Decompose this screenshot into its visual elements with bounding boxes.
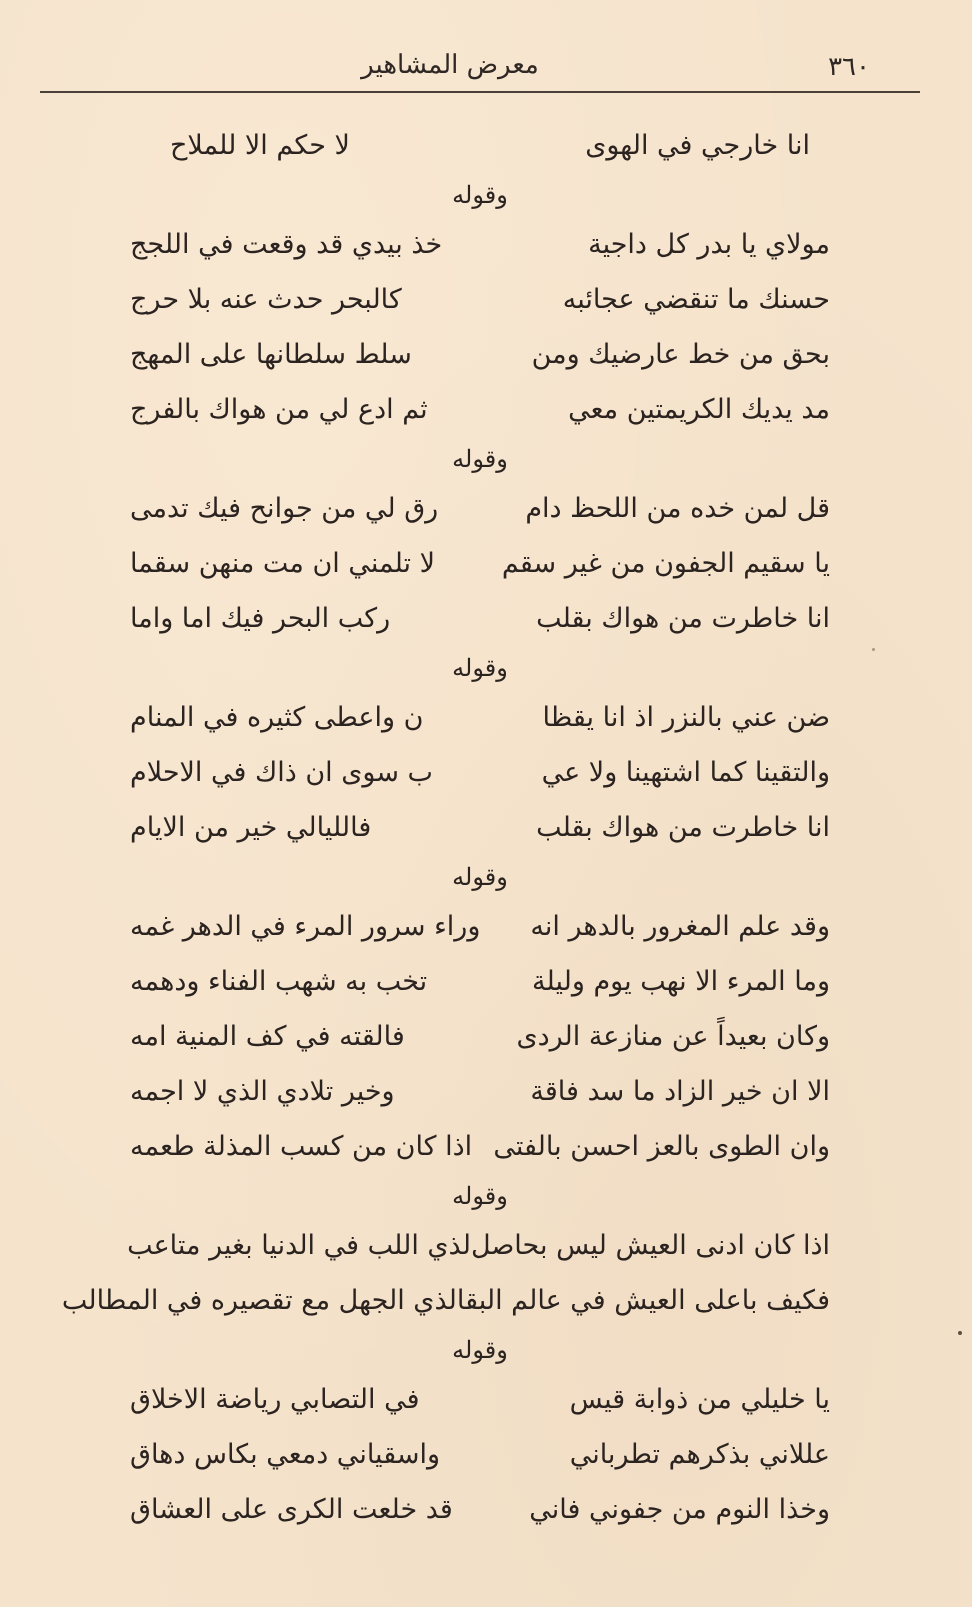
hemistich-second: لذي اللب في الدنيا بغير متاعب	[127, 1230, 471, 1261]
hemistich-second: وراء سرور المرء في الدهر غمه	[130, 911, 481, 942]
poem-heading: وقوله	[452, 181, 508, 209]
paper-speck	[872, 648, 875, 651]
poem-heading: وقوله	[452, 654, 508, 682]
verse-line	[130, 745, 830, 800]
hemistich-first: حسنك ما تنقضي عجائبه	[562, 284, 830, 315]
hemistich-second: لذي الجهل مع تقصيره في المطالب	[61, 1285, 457, 1316]
hemistich-second: تخب به شهب الفناء ودهمه	[130, 966, 428, 997]
hemistich-second: سلط سلطانها على المهج	[130, 339, 412, 370]
running-head	[40, 44, 920, 90]
page-number: ٣٦٠	[828, 52, 870, 82]
hemistich-first: ضن عني بالنزر اذ انا يقظا	[542, 702, 830, 733]
verse-line	[127, 1218, 830, 1273]
hemistich-first: مد يديك الكريمتين معي	[568, 394, 830, 425]
verse-line	[130, 327, 830, 382]
verse-line	[130, 382, 830, 437]
hemistich-first: والتقينا كما اشتهينا ولا عي	[541, 757, 830, 788]
verse-line	[130, 272, 830, 327]
hemistich-second: فالليالي خير من الايام	[130, 812, 372, 843]
hemistich-second: في التصابي رياضة الاخلاق	[130, 1384, 420, 1415]
hemistich-second: اذا كان من كسب المذلة طعمه	[130, 1131, 473, 1162]
hemistich-second: لا حكم الا للملاح	[170, 130, 350, 161]
hemistich-first: انا خاطرت من هواك بقلب	[536, 603, 830, 634]
hemistich-second: ن واعطى كثيره في المنام	[130, 702, 424, 733]
hemistich-second: رق لي من جوانح فيك تدمى	[130, 493, 439, 524]
hemistich-second: فالقته في كف المنية امه	[130, 1021, 405, 1052]
hemistich-second: واسقياني دمعي بكاس دهاق	[130, 1439, 441, 1470]
hemistich-second: ثم ادع لي من هواك بالفرج	[130, 394, 428, 425]
poem-heading: وقوله	[452, 1336, 508, 1364]
hemistich-first: فكيف باعلى العيش في عالم البقا	[456, 1285, 830, 1316]
hemistich-second: ركب البحر فيك اما واما	[130, 603, 391, 634]
hemistich-first: وان الطوى بالعز احسن بالفتى	[493, 1131, 830, 1162]
hemistich-first: وما المرء الا نهب يوم وليلة	[532, 966, 830, 997]
hemistich-second: قد خلعت الكرى على العشاق	[130, 1494, 453, 1525]
hemistich-first: عللاني بذكرهم تطرباني	[569, 1439, 830, 1470]
hemistich-first: يا خليلي من ذوابة قيس	[569, 1384, 830, 1415]
hemistich-first: الا ان خير الزاد ما سد فاقة	[530, 1076, 830, 1107]
verse-line	[130, 1427, 830, 1482]
hemistich-first: مولاي يا بدر كل داجية	[588, 229, 830, 260]
verse-line	[130, 481, 830, 536]
verse-line	[130, 800, 830, 855]
verse-line	[130, 899, 830, 954]
hemistich-second: خذ بيدي قد وقعت في اللجج	[130, 229, 443, 260]
hemistich-first: وخذا النوم من جفوني فاني	[529, 1494, 830, 1525]
hemistich-first: انا خاطرت من هواك بقلب	[536, 812, 830, 843]
hemistich-first: انا خارجي في الهوى	[585, 130, 810, 161]
verse-line	[130, 1119, 830, 1174]
paper-speck	[958, 1331, 962, 1335]
hemistich-first: بحق من خط عارضيك ومن	[531, 339, 830, 370]
verse-line	[130, 118, 830, 173]
poem-heading: وقوله	[452, 445, 508, 473]
poem-heading: وقوله	[452, 1182, 508, 1210]
verse-line	[130, 1482, 830, 1537]
verse-line	[130, 217, 830, 272]
hemistich-first: يا سقيم الجفون من غير سقم	[501, 548, 830, 579]
hemistich-second: وخير تلادي الذي لا اجمه	[130, 1076, 395, 1107]
poem-heading: وقوله	[452, 863, 508, 891]
hemistich-first: اذا كان ادنى العيش ليس بحاصل	[470, 1230, 830, 1261]
verse-line	[130, 1064, 830, 1119]
verse-line	[130, 954, 830, 1009]
verse-line	[130, 536, 830, 591]
verse-line	[130, 591, 830, 646]
hemistich-first: قل لمن خده من اللحظ دام	[525, 493, 830, 524]
hemistich-second: ب سوى ان ذاك في الاحلام	[130, 757, 433, 788]
hemistich-first: وقد علم المغرور بالدهر انه	[530, 911, 830, 942]
hemistich-second: لا تلمني ان مت منهن سقما	[130, 548, 436, 579]
header-rule	[40, 91, 920, 93]
running-title: معرض المشاهير	[361, 50, 539, 80]
verse-line	[130, 1009, 830, 1064]
verse-line	[130, 1372, 830, 1427]
hemistich-second: كالبحر حدث عنه بلا حرج	[130, 284, 402, 315]
hemistich-first: وكان بعيداً عن منازعة الردى	[516, 1021, 830, 1052]
poem-body	[61, 118, 830, 1537]
verse-line	[61, 1273, 830, 1328]
verse-line	[130, 690, 830, 745]
